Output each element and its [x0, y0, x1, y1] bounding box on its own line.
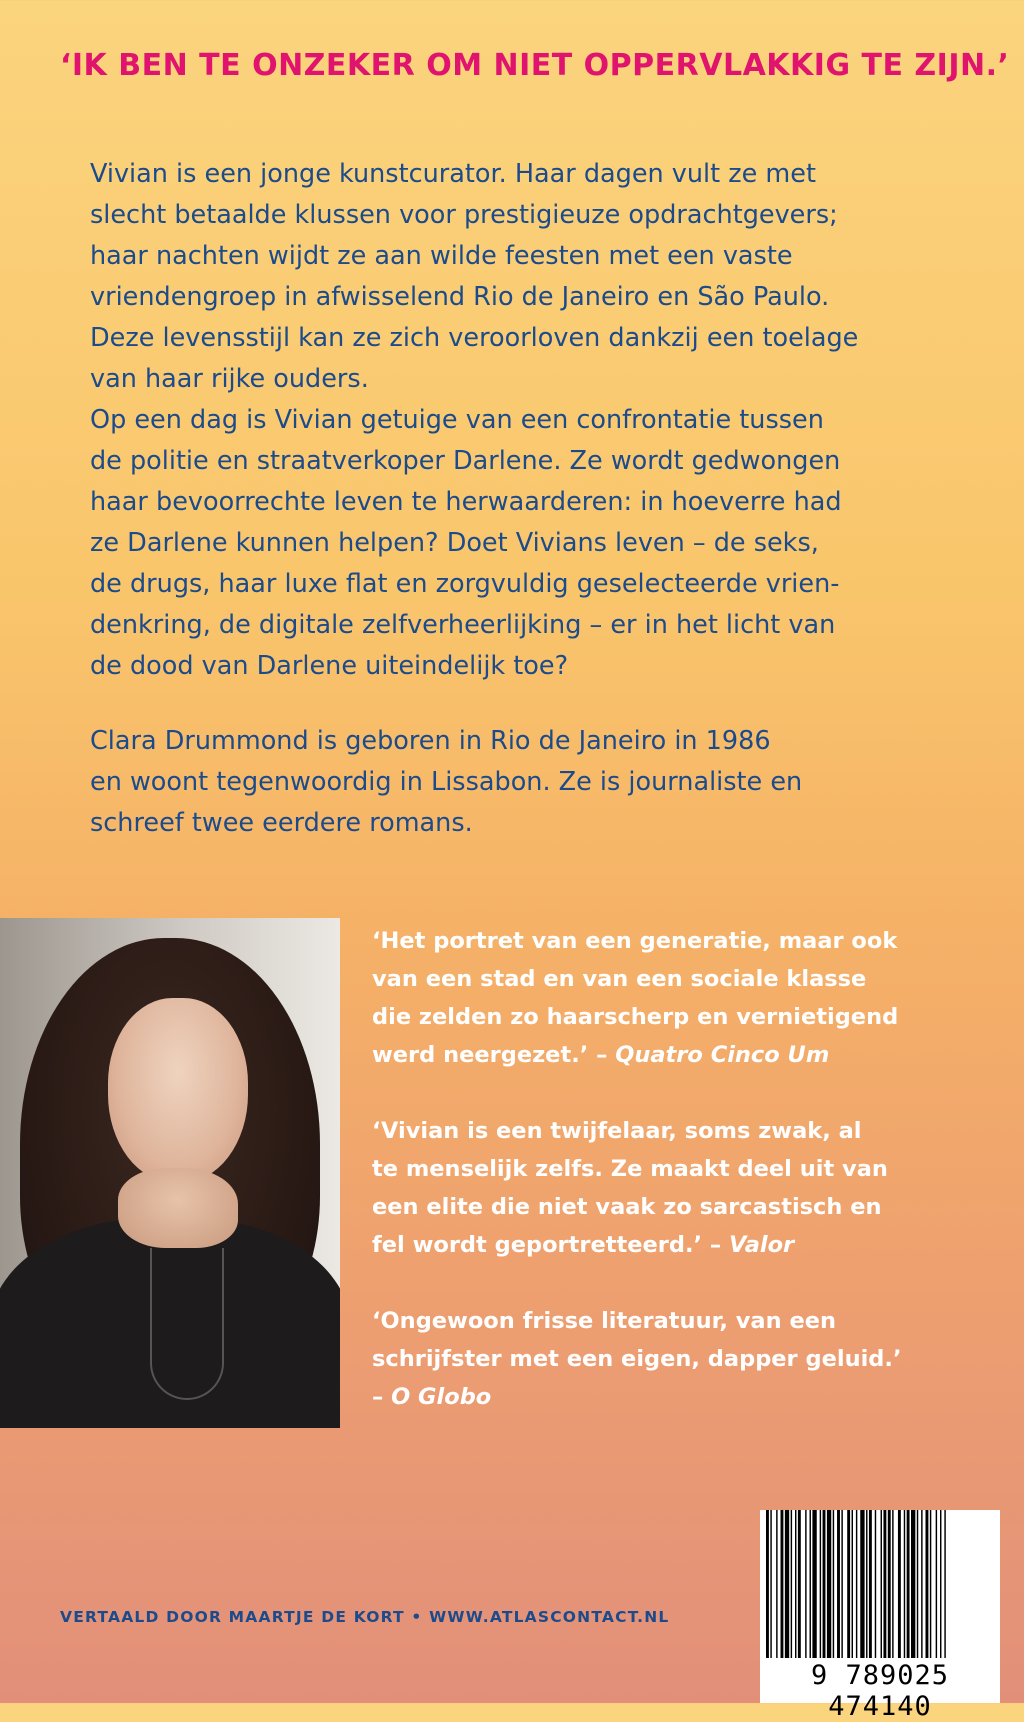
barcode-bar — [904, 1510, 905, 1658]
barcode-bar — [833, 1510, 834, 1658]
blurb-line: van haar rijke ouders. — [90, 364, 369, 394]
blurb-line: slecht betaalde klussen voor prestigieuze opdrachtgevers; — [90, 200, 838, 230]
quote-line: schrijfster met een eigen, dapper geluid.’ — [372, 1346, 902, 1372]
barcode-bar — [781, 1510, 784, 1658]
barcode-bar — [805, 1510, 806, 1658]
barcode-bar — [827, 1510, 831, 1658]
barcode-bar — [810, 1510, 811, 1658]
quote-text: fel wordt geportretteerd.’ – — [372, 1232, 722, 1258]
barcode-bar — [888, 1510, 891, 1658]
barcode-bar — [770, 1510, 771, 1658]
barcode-bar — [860, 1510, 864, 1658]
barcode-bar — [856, 1510, 857, 1658]
quote-line: die zelden zo haarscherp en vernietigend — [372, 1004, 899, 1030]
blurb-line: de politie en straatverkoper Darlene. Ze wordt gedwongen — [90, 446, 841, 476]
blurb-line: denkring, de digitale zelfverheerlijking – er in het licht van — [90, 610, 836, 640]
barcode-bar — [875, 1510, 876, 1658]
barcode-bar — [791, 1510, 792, 1658]
barcode-bar — [892, 1510, 893, 1658]
barcode-bar — [866, 1510, 867, 1658]
quote-text: – — [372, 1384, 384, 1410]
blurb-line: de drugs, haar luxe flat en zorgvuldig geselecteerde vrien- — [90, 569, 840, 599]
barcode-bar — [837, 1510, 840, 1658]
blurb-line: ze Darlene kunnen helpen? Doet Vivians leven – de seks, — [90, 528, 819, 558]
barcode-bar — [869, 1510, 872, 1658]
quote-source: O Globo — [391, 1384, 492, 1410]
barcode-bars — [766, 1510, 994, 1658]
barcode-bar — [883, 1510, 886, 1658]
barcode-bar — [776, 1510, 777, 1658]
quote-spacer — [372, 1074, 982, 1112]
barcode-bar — [795, 1510, 796, 1658]
review-quote-2 — [372, 1112, 982, 1264]
quote-line — [372, 1036, 982, 1074]
author-portrait-photo — [0, 918, 340, 1428]
barcode-bar — [847, 1510, 850, 1658]
blurb-line: Vivian is een jonge kunstcurator. Haar dagen vult ze met — [90, 159, 816, 189]
quote-text: werd neergezet.’ – — [372, 1042, 608, 1068]
blurb-paragraph-author-bio — [90, 721, 970, 844]
quote-line: een elite die niet vaak zo sarcastisch en — [372, 1194, 882, 1220]
barcode-bar — [944, 1510, 945, 1658]
barcode-bar — [917, 1510, 918, 1658]
barcode-bar — [921, 1510, 922, 1658]
barcode-bar — [907, 1510, 910, 1658]
barcode-bar — [852, 1510, 853, 1658]
blurb-line: de dood van Darlene uiteindelijk toe? — [90, 651, 569, 681]
quote-line — [372, 1226, 982, 1264]
barcode-bar — [841, 1510, 842, 1658]
barcode-bar — [823, 1510, 826, 1658]
barcode-bar — [798, 1510, 801, 1658]
barcode-bar — [812, 1510, 816, 1658]
blurb-paragraph-synopsis — [90, 154, 970, 687]
translator-credit: VERTAALD DOOR MAARTJE DE KORT • WWW.ATLASCONTACT.NL — [60, 1608, 670, 1626]
barcode-bar — [898, 1510, 901, 1658]
bio-line: Clara Drummond is geboren in Rio de Janeiro in 1986 — [90, 726, 771, 756]
quote-line: ‘Vivian is een twijfelaar, soms zwak, al — [372, 1118, 862, 1144]
quote-line: te menselijk zelfs. Ze maakt deel uit van — [372, 1156, 888, 1182]
blurb-line: haar nachten wijdt ze aan wilde feesten met een vaste — [90, 241, 793, 271]
barcode-bar — [881, 1510, 882, 1658]
barcode-bar — [926, 1510, 929, 1658]
isbn-number: 9 789025 474140 — [810, 1660, 950, 1722]
barcode-bar — [940, 1510, 941, 1658]
quote-source: Valor — [729, 1232, 795, 1258]
photo-hand — [118, 1168, 238, 1248]
quote-line: van een stad en van een sociale klasse — [372, 966, 867, 992]
barcode-bar — [820, 1510, 821, 1658]
blurb-line: haar bevoorrechte leven te herwaarderen: in hoeverre had — [90, 487, 842, 517]
book-blurb — [90, 154, 970, 844]
headline-quote: ‘IK BEN TE ONZEKER OM NIET OPPERVLAKKIG TE ZIJN.’ — [60, 48, 1010, 83]
quote-spacer — [372, 1264, 982, 1302]
barcode-bar — [936, 1510, 937, 1658]
bio-line: schreef twee eerdere romans. — [90, 808, 473, 838]
barcode-bar — [785, 1510, 789, 1658]
photo-face — [108, 998, 248, 1183]
barcode-bar — [911, 1510, 915, 1658]
quote-source: Quatro Cinco Um — [615, 1042, 830, 1068]
quote-line — [372, 1378, 982, 1416]
review-quote-1 — [372, 922, 982, 1074]
quote-line: ‘Ongewoon frisse literatuur, van een — [372, 1308, 837, 1334]
review-quote-3 — [372, 1302, 982, 1416]
isbn-barcode — [760, 1510, 1000, 1722]
barcode-bar — [930, 1510, 931, 1658]
review-quotes — [372, 922, 982, 1416]
blurb-line: Op een dag is Vivian getuige van een confrontatie tussen — [90, 405, 824, 435]
quote-line: ‘Het portret van een generatie, maar ook — [372, 928, 898, 954]
bio-line: en woont tegenwoordig in Lissabon. Ze is journaliste en — [90, 767, 803, 797]
photo-necklace — [150, 1248, 224, 1400]
blurb-line: vriendengroep in afwisselend Rio de Janeiro en São Paulo. — [90, 282, 830, 312]
paragraph-spacer — [90, 687, 970, 721]
barcode-bar — [766, 1510, 769, 1658]
blurb-line: Deze levensstijl kan ze zich veroorloven dankzij een toelage — [90, 323, 859, 353]
